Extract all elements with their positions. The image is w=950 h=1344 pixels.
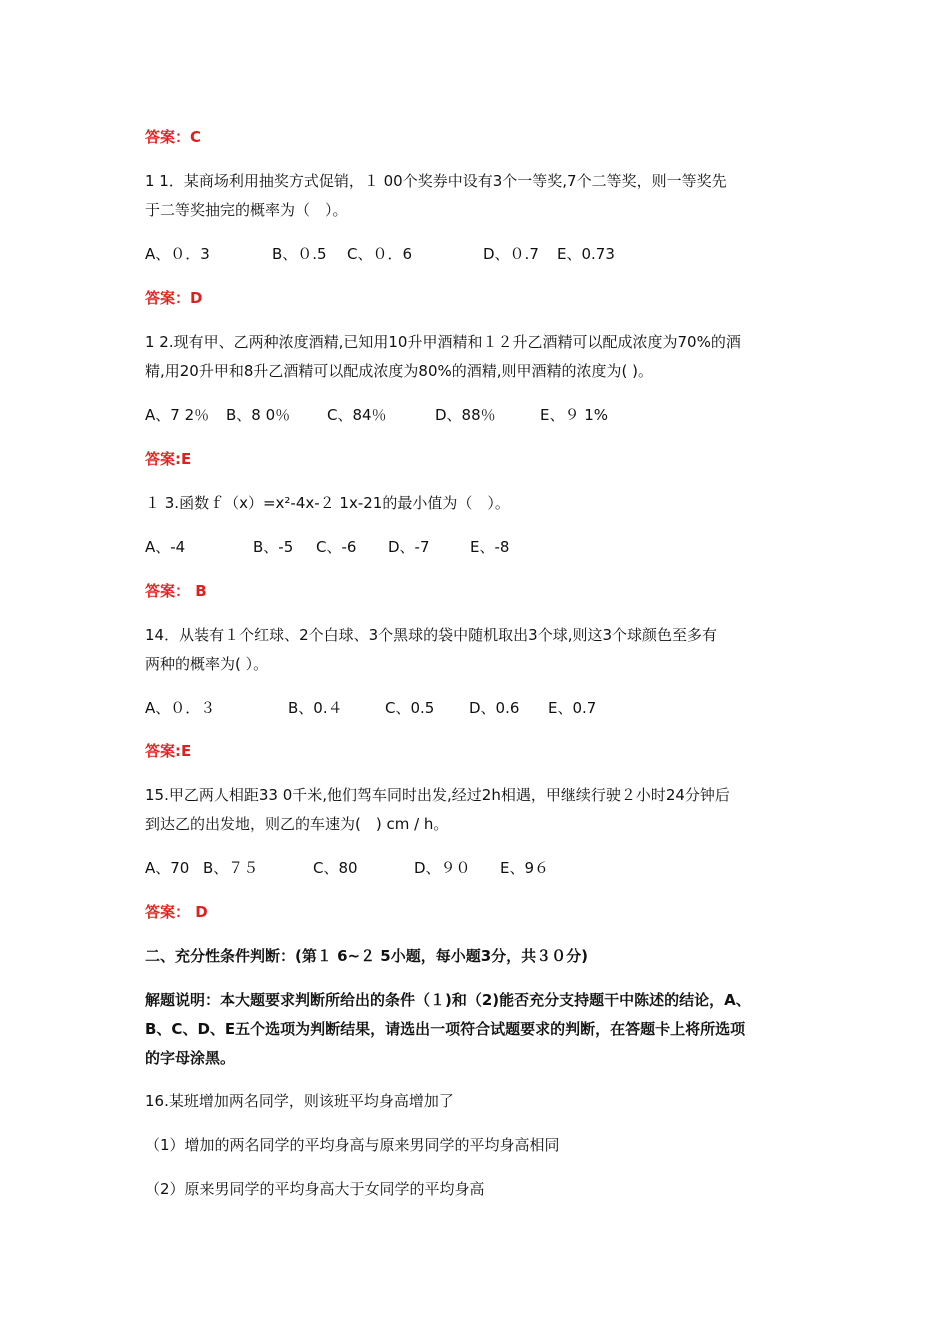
answer-11: 答案：D bbox=[145, 289, 203, 307]
q12-option-c: C、84％ bbox=[327, 406, 387, 424]
q12-option-a: A、7 2％ bbox=[145, 406, 210, 424]
q11-option-c: C、０．6 bbox=[347, 245, 413, 263]
q14-option-c: C、0.5 bbox=[385, 699, 435, 717]
section-2-instructions-line-2: B、C、D、E五个选项为判断结果，请选出一项符合试题要求的判断，在答题卡上将所选项 bbox=[145, 1020, 746, 1038]
q16-condition-1: （1）增加的两名同学的平均身高与原来男同学的平均身高相同 bbox=[145, 1136, 560, 1154]
answer-15: 答案： D bbox=[145, 903, 208, 921]
q14-stem-line-1: 14．从装有１个红球、2个白球、3个黑球的袋中随机取出3个球,则这3个球颜色至多有 bbox=[145, 626, 718, 644]
q15-stem-line-1: 15.甲乙两人相距33 0千米,他们驾车同时出发,经过2h相遇，甲继续行驶２小时24分钟后 bbox=[145, 786, 730, 804]
q15-option-e: E、9６ bbox=[500, 859, 550, 877]
q11-option-a: A、０．3 bbox=[145, 245, 210, 263]
q16-condition-2: （2）原来男同学的平均身高大于女同学的平均身高 bbox=[145, 1180, 485, 1198]
q15-option-a: A、70 bbox=[145, 859, 190, 877]
q14-stem-line-2: 两种的概率为( ）。 bbox=[145, 655, 269, 673]
q12-stem-line-1: 1 2.现有甲、乙两种浓度酒精,已知用10升甲酒精和１２升乙酒精可以配成浓度为70%的酒 bbox=[145, 333, 741, 351]
answer-13: 答案： B bbox=[145, 582, 207, 600]
q16-stem: 16.某班增加两名同学，则该班平均身高增加了 bbox=[145, 1092, 454, 1110]
q12-option-b: B、8 0％ bbox=[226, 406, 291, 424]
q13-stem: １ 3.函数ｆ（x）=x²-4x-２ 1x-21的最小值为（ ）。 bbox=[145, 494, 510, 512]
answer-14: 答案:E bbox=[145, 742, 192, 760]
q12-stem-line-2: 精,用20升甲和8升乙酒精可以配成浓度为80%的酒精,则甲酒精的浓度为( )。 bbox=[145, 362, 653, 380]
section-2-instructions-line-1: 解题说明：本大题要求判断所给出的条件（１)和（2)能否充分支持题干中陈述的结论，A、 bbox=[145, 991, 751, 1009]
q11-option-d: D、０.7 bbox=[483, 245, 539, 263]
q11-stem-line-2: 于二等奖抽完的概率为（ ）。 bbox=[145, 201, 348, 219]
q15-option-d: D、９０ bbox=[414, 859, 471, 877]
q13-option-a: A、-4 bbox=[145, 538, 186, 556]
q14-option-e: E、0.7 bbox=[548, 699, 597, 717]
answer-12: 答案:E bbox=[145, 450, 192, 468]
q13-option-e: E、-8 bbox=[470, 538, 510, 556]
q12-option-e: E、９ 1% bbox=[540, 406, 609, 424]
q14-option-d: D、0.6 bbox=[469, 699, 520, 717]
answer-10: 答案：C bbox=[145, 128, 202, 146]
q11-stem-line-1: 1 1．某商场利用抽奖方式促销，１ 00个奖券中设有3个一等奖,7个二等奖，则一等奖先 bbox=[145, 172, 727, 190]
q12-option-d: D、88％ bbox=[435, 406, 496, 424]
q13-option-c: C、-6 bbox=[316, 538, 357, 556]
section-2-heading: 二、充分性条件判断：(第１ 6~２ 5小题，每小题3分，共３０分) bbox=[145, 947, 589, 965]
section-2-instructions-line-3: 的字母涂黑。 bbox=[145, 1049, 236, 1067]
q11-option-b: B、０.5 bbox=[272, 245, 327, 263]
q15-option-b: B、７５ bbox=[203, 859, 259, 877]
q15-option-c: C、80 bbox=[313, 859, 358, 877]
q13-option-b: B、-5 bbox=[253, 538, 294, 556]
q11-option-e: E、0.73 bbox=[557, 245, 615, 263]
q15-stem-line-2: 到达乙的出发地，则乙的车速为( ) cm / h。 bbox=[145, 815, 449, 833]
q14-option-a: A、０．３ bbox=[145, 699, 216, 717]
q13-option-d: D、-7 bbox=[388, 538, 430, 556]
q14-option-b: B、0.４ bbox=[288, 699, 343, 717]
